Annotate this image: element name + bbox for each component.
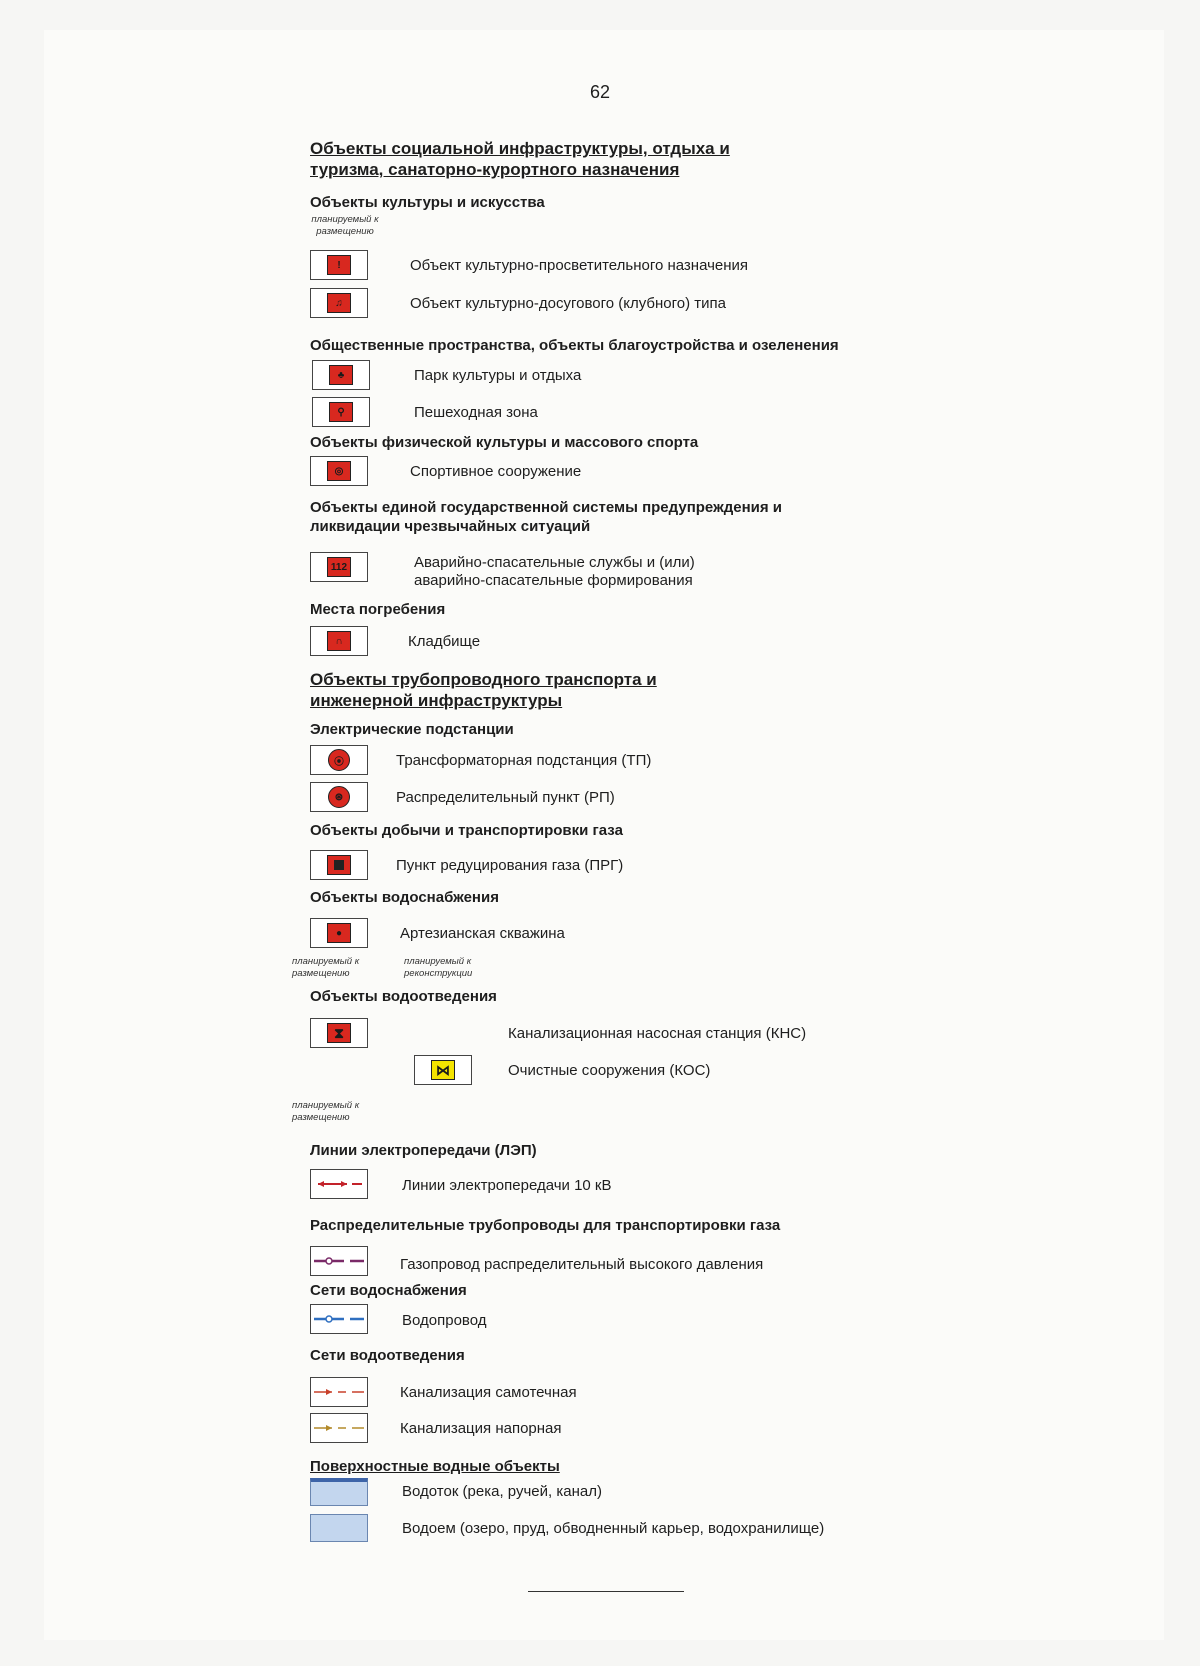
legend-symbol-pedestrian [312, 397, 370, 427]
heading-burial: Места погребения [310, 601, 446, 618]
heading-sewer-networks: Сети водоотведения [310, 1347, 465, 1364]
legend-symbol-kns [310, 1018, 368, 1048]
heading-water-supply: Объекты водоснабжения [310, 889, 499, 906]
legend-label-sport: Спортивное сооружение [410, 463, 582, 480]
legend-label-kos: Очистные сооружения (КОС) [508, 1062, 711, 1079]
legend-symbol-cemetery [310, 626, 368, 656]
legend-symbol-rescue [310, 552, 368, 582]
legend-label-waterbody: Водоем (озеро, пруд, обводненный карьер, водохранилище) [402, 1520, 825, 1537]
power-line-icon [314, 1178, 364, 1190]
section-title-social: Объекты социальной инфраструктуры, отдыха и туризма, санаторно-курортного назначения [310, 139, 730, 179]
gas-line-icon [312, 1255, 366, 1267]
footer-rule [528, 1591, 684, 1592]
legend-symbol-culture-education [310, 250, 368, 280]
sewer-gravity-icon [312, 1386, 366, 1398]
sewer-pressure-icon [312, 1422, 366, 1434]
heading-power-lines: Линии электропередачи (ЛЭП) [310, 1142, 537, 1159]
pedestrian-icon: ⚲ [329, 402, 353, 422]
legend-symbol-watercourse [310, 1478, 368, 1506]
legend-symbol-kos [414, 1055, 472, 1085]
artesian-well-icon: ● [327, 923, 351, 943]
legend-label-well: Артезианская скважина [400, 925, 565, 942]
legend-label-cemetery: Кладбище [408, 633, 481, 650]
gas-reduction-icon [327, 855, 351, 875]
heading-surface-water: Поверхностные водные объекты [310, 1458, 560, 1475]
legend-label-rp: Распределительный пункт (РП) [396, 789, 615, 806]
stadium-icon: ◎ [327, 461, 351, 481]
legend-symbol-waterbody [310, 1514, 368, 1542]
note-planned: планируемый к размещению [311, 214, 379, 237]
culture-education-icon: ! [327, 255, 351, 275]
cemetery-icon: ∩ [327, 631, 351, 651]
transformer-icon: ⦿ [328, 749, 350, 771]
note-reconstruct-well: планируемый к реконструкции [404, 956, 473, 979]
legend-label-pedestrian: Пешеходная зона [414, 404, 538, 421]
heading-water-networks: Сети водоснабжения [310, 1282, 467, 1299]
legend-symbol-sport [310, 456, 368, 486]
distribution-point-icon: ⊛ [328, 786, 350, 808]
heading-culture: Объекты культуры и искусства [310, 194, 545, 211]
heading-sport: Объекты физической культуры и массового спорта [310, 434, 699, 451]
legend-label-sewer-gravity: Канализация самотечная [400, 1384, 577, 1401]
heading-substations: Электрические подстанции [310, 721, 514, 738]
legend-label-power-line: Линии электропередачи 10 кВ [402, 1177, 612, 1194]
heading-gas-objects: Объекты добычи и транспортировки газа [310, 822, 623, 839]
legend-label-sewer-pressure: Канализация напорная [400, 1420, 562, 1437]
park-icon: ♣ [329, 365, 353, 385]
legend-symbol-well [310, 918, 368, 948]
section-title-pipeline: Объекты трубопроводного транспорта и инженерной инфраструктуры [310, 670, 657, 710]
treatment-plant-icon: ⋈ [431, 1060, 455, 1080]
legend-symbol-gas-line [310, 1246, 368, 1276]
legend-symbol-sewer-pressure [310, 1413, 368, 1443]
legend-label-water-line: Водопровод [402, 1312, 487, 1329]
legend-label-rescue: Аварийно-спасательные службы и (или) аварийно-спасательные формирования [414, 554, 695, 589]
legend-symbol-rp [310, 782, 368, 812]
legend-label-kns: Канализационная насосная станция (КНС) [508, 1025, 807, 1042]
legend-label-gas-line: Газопровод распределительный высокого давления [400, 1256, 764, 1273]
culture-club-icon: ♫ [327, 293, 351, 313]
legend-label-culture-education: Объект культурно-просветительного назначения [410, 257, 749, 274]
water-line-icon [312, 1313, 366, 1325]
legend-label-park: Парк культуры и отдыха [414, 367, 582, 384]
legend-symbol-park [312, 360, 370, 390]
legend-symbol-prg [310, 850, 368, 880]
page-number: 62 [589, 82, 611, 102]
legend-symbol-power-line [310, 1169, 368, 1199]
legend-symbol-culture-club [310, 288, 368, 318]
legend-label-culture-club: Объект культурно-досугового (клубного) типа [410, 295, 726, 312]
legend-label-prg: Пункт редуцирования газа (ПРГ) [396, 857, 624, 874]
note-planned-sewer: планируемый к размещению [292, 1100, 360, 1123]
legend-label-tp: Трансформаторная подстанция (ТП) [396, 752, 652, 769]
pump-station-icon: ⧗ [327, 1023, 351, 1043]
legend-label-watercourse: Водоток (река, ручей, канал) [402, 1483, 602, 1500]
legend-symbol-sewer-gravity [310, 1377, 368, 1407]
rescue-112-icon: 112 [327, 557, 351, 577]
heading-gas-pipes: Распределительные трубопроводы для транспортировки газа [310, 1217, 781, 1234]
legend-symbol-tp [310, 745, 368, 775]
legend-symbol-water-line [310, 1304, 368, 1334]
heading-sewerage: Объекты водоотведения [310, 988, 497, 1005]
heading-public-spaces: Общественные пространства, объекты благоустройства и озеленения [310, 337, 839, 354]
heading-emergency: Объекты единой государственной системы предупреждения и ликвидации чрезвычайных ситуаций [310, 499, 782, 535]
note-planned-well: планируемый к размещению [292, 956, 360, 979]
